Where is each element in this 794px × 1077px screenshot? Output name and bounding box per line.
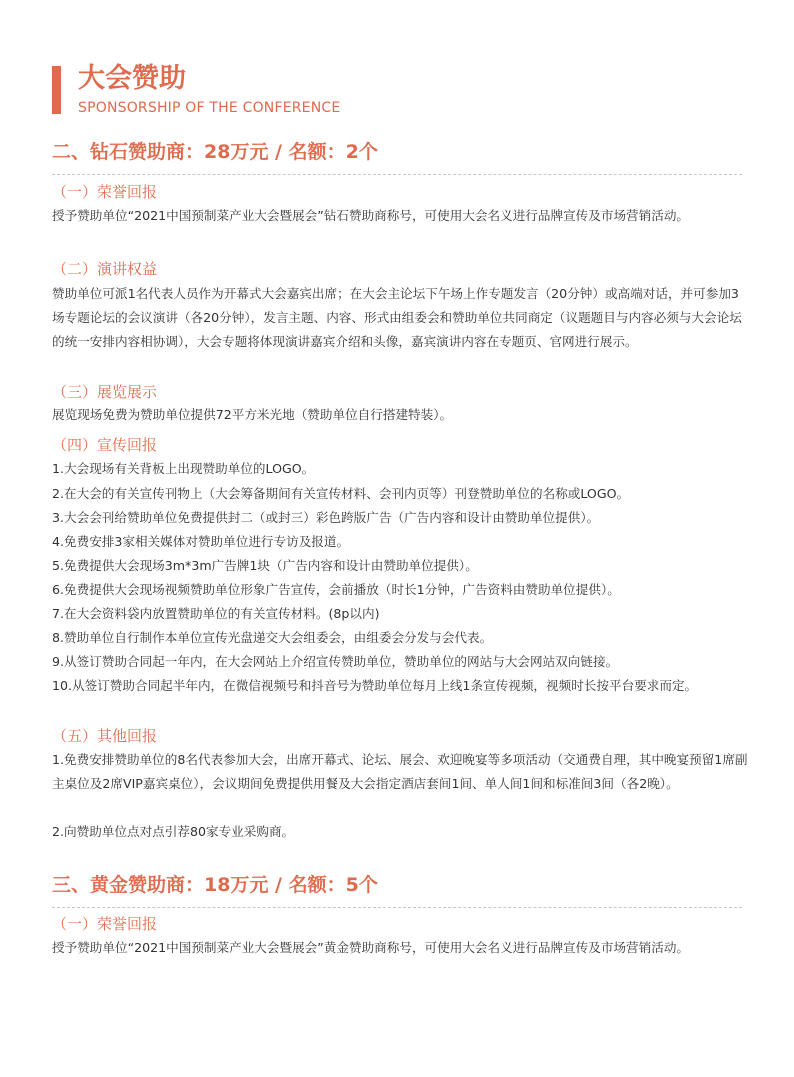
gold-honor-heading: （一）荣誉回报: [52, 915, 158, 933]
diamond-honor-heading: （一）荣誉回报: [52, 183, 158, 201]
other-item: 1.免费安排赞助单位的8名代表参加大会，出席开幕式、论坛、展会、欢迎晚宴等多项活动（交通费自理，其中晚宴预留1席副主桌位及2席VIP嘉宾桌位），会议期间免费提供用餐及大会指定酒店套间1间、单人间1间和标准间3间（各2晚）。: [52, 752, 748, 791]
promo-item: 6.免费提供大会现场视频赞助单位形象广告宣传，会前播放（时长1分钟，广告资料由赞助单位提供）。: [52, 582, 620, 597]
other-item: 2.向赞助单位点对点引荐80家专业采购商。: [52, 824, 295, 839]
gold-sponsor-title: 三、黄金赞助商：18万元 / 名额：5个: [52, 874, 378, 896]
gold-honor-text: 授予赞助单位“2021中国预制菜产业大会暨展会”黄金赞助商称号，可使用大会名义进行品牌宣传及市场营销活动。: [52, 940, 690, 955]
promo-item: 4.免费安排3家相关媒体对赞助单位进行专访及报道。: [52, 534, 350, 549]
promo-item: 9.从签订赞助合同起一年内，在大会网站上介绍宣传赞助单位，赞助单位的网站与大会网站双向链接。: [52, 654, 619, 669]
diamond-exhibit-text: 展览现场免费为赞助单位提供72平方米光地（赞助单位自行搭建特装）。: [52, 407, 453, 422]
promo-item: 10.从签订赞助合同起半年内，在微信视频号和抖音号为赞助单位每月上线1条宣传视频，视频时长按平台要求而定。: [52, 678, 698, 693]
header-accent-bar: [52, 66, 61, 114]
page-title: 大会赞助: [78, 63, 186, 94]
promo-item: 5.免费提供大会现场3m*3m广告牌1块（广告内容和设计由赞助单位提供）。: [52, 558, 478, 573]
diamond-promo-heading: （四）宣传回报: [52, 436, 158, 454]
diamond-exhibit-heading: （三）展览展示: [52, 383, 158, 401]
promo-item: 3.大会会刊给赞助单位免费提供封二（或封三）彩色跨版广告（广告内容和设计由赞助单位提供）。: [52, 510, 600, 525]
promo-item: 8.赞助单位自行制作本单位宣传光盘递交大会组委会，由组委会分发与会代表。: [52, 630, 493, 645]
promo-item: 2.在大会的有关宣传刊物上（大会筹备期间有关宣传材料、会刊内页等）刊登赞助单位的名称或LOGO。: [52, 486, 630, 501]
promo-item: 7.在大会资料袋内放置赞助单位的有关宣传材料。(8p以内): [52, 606, 380, 621]
diamond-speech-heading: （二）演讲权益: [52, 260, 158, 278]
promo-item: 1.大会现场有关背板上出现赞助单位的LOGO。: [52, 461, 315, 476]
section-divider: [52, 174, 742, 175]
diamond-speech-text: 赞助单位可派1名代表人员作为开幕式大会嘉宾出席；在大会主论坛下午场上作专题发言（20分钟）或高端对话，并可参加3场专题论坛的会议演讲（各20分钟），发言主题、内容、形式由组委会和赞助单位共同商定（议题题目与内容必须与大会论坛的统一安排内容相协调），大会专题将体现演讲嘉宾介绍和头像，嘉宾演讲内容在专题页、官网进行展示。: [52, 286, 742, 349]
diamond-honor-text: 授予赞助单位“2021中国预制菜产业大会暨展会”钻石赞助商称号，可使用大会名义进行品牌宣传及市场营销活动。: [52, 208, 690, 223]
diamond-other-heading: （五）其他回报: [52, 727, 158, 745]
diamond-sponsor-title: 二、钻石赞助商：28万元 / 名额：2个: [52, 141, 378, 163]
section-divider: [52, 907, 742, 908]
page-subtitle: SPONSORSHIP OF THE CONFERENCE: [78, 100, 341, 116]
